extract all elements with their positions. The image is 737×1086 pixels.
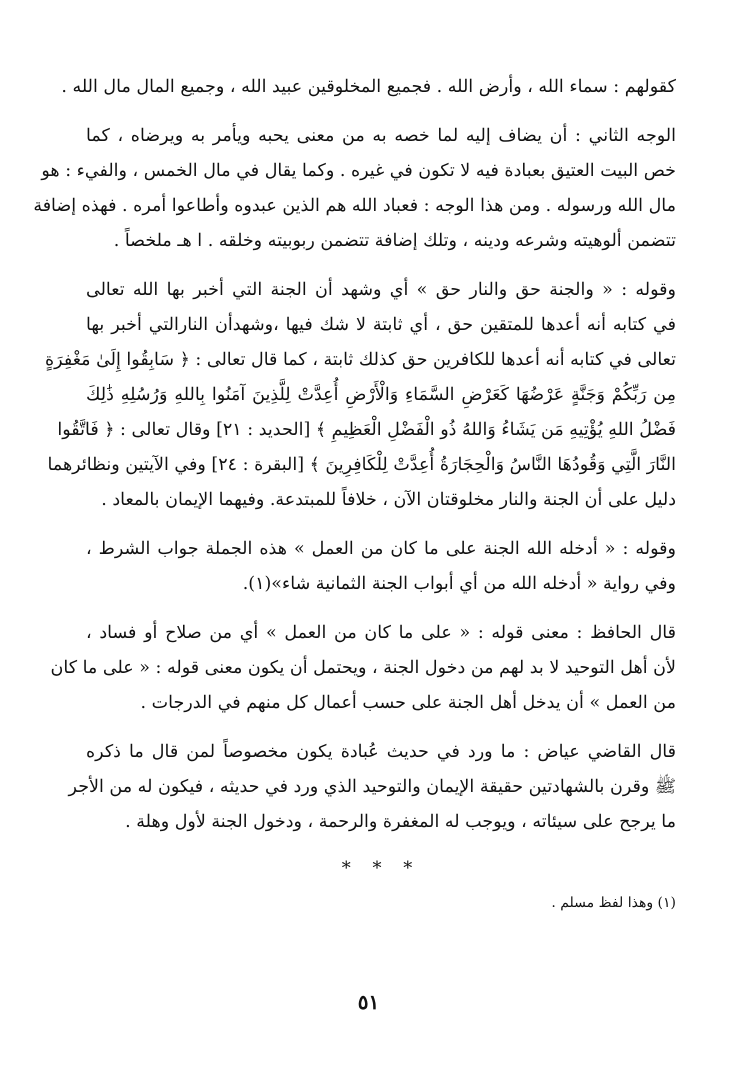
paragraph-2: [33, 119, 676, 259]
paragraph-3: [45, 273, 676, 518]
text-line: وقوله : « والجنة حق والنار حق » أي وشهد أن الجنة التي أخبر بها الله تعالى: [86, 280, 676, 300]
text-line: كقولهم : سماء الله ، وأرض الله . فجميع المخلوقين عبيد الله ، وجميع المال مال الله .: [61, 77, 676, 97]
text-line: قال الحافظ : معنى قوله : « على ما كان من العمل » أي من صلاح أو فساد ،: [86, 623, 676, 643]
quran-line: مِن رَبِّكُمْ وَجَنَّةٍ عَرْضُهَا كَعَرْضِ السَّمَاءِ وَالْأَرْضِ أُعِدَّتْ لِلَّذِينَ آمَنُوا بِاللهِ وَرُسُلِهِ ذَٰلِكَ: [86, 385, 676, 405]
paragraph-5: [50, 616, 676, 721]
paragraph-4: [86, 532, 676, 602]
text-line: وفي رواية « أدخله الله من أي أبواب الجنة الثمانية شاء»(١).: [242, 574, 676, 594]
text-line: تتضمن ألوهيته وشرعه ودينه ، وتلك إضافة تتضمن ربوبيته وخلقه . ا هـ ملخصاً .: [113, 231, 676, 251]
text-line: تعالى في كتابه أنه أعدها للكافرين حق كذلك ثابتة ، كما قال تعالى : ﴿ سَابِقُوا إِلَىٰ مَغْفِرَةٍ: [45, 350, 676, 370]
paragraph-1: [61, 70, 676, 105]
text-line: وقوله : « أدخله الله الجنة على ما كان من العمل » هذه الجملة جواب الشرط ،: [86, 539, 676, 559]
paragraph-6: [68, 735, 676, 840]
text-line: في كتابه أنه أعدها للمتقين حق ، أي ثابتة لا شك فيها ،وشهدأن النارالتي أخبر بها: [86, 315, 676, 335]
page-body: [33, 70, 676, 916]
footnote: (١) وهذا لفظ مسلم .: [551, 895, 676, 911]
text-line: ما يرجح على سيئاته ، ويوجب له المغفرة والرحمة ، ودخول الجنة لأول وهلة .: [125, 812, 676, 832]
text-line: لأن أهل التوحيد لا بد لهم من دخول الجنة ، ويحتمل أن يكون معنى قوله : « على ما كان: [50, 658, 676, 678]
text-line: الوجه الثاني : أن يضاف إليه لما خصه به من معنى يحبه ويأمر به ويرضاه ، كما: [86, 126, 676, 146]
section-divider: * * *: [341, 858, 421, 879]
text-line: ﷺ وقرن بالشهادتين حقيقة الإيمان والتوحيد الذي ورد في حديثه ، فيكون له من الأجر: [68, 777, 676, 797]
quran-line: النَّارَ الَّتِي وَقُودُهَا النَّاسُ وَالْحِجَارَةُ أُعِدَّتْ لِلْكَافِرِينَ ﴾ [البقرة : ٢٤] وفي الآيتين ونظائرهما: [47, 455, 676, 475]
page-number: ٥١: [357, 990, 380, 1014]
text-line: من العمل » أن يدخل أهل الجنة على حسب أعمال كل منهم في الدرجات .: [140, 693, 676, 713]
text-line: مال الله ورسوله . ومن هذا الوجه : فعباد الله هم الذين عبدوه وأطاعوا أمره . فهذه إضافة: [33, 196, 676, 216]
text-line: دليل على أن الجنة والنار مخلوقتان الآن ، خلافاً للمبتدعة. وفيهما الإيمان بالمعاد .: [101, 490, 676, 510]
text-line: خص البيت العتيق بعبادة فيه لا تكون في غيره . وكما يقال في مال الخمس ، والفيء : هو: [41, 161, 676, 181]
text-line: قال القاضي عياض : ما ورد في حديث عُبادة يكون مخصوصاً لمن قال ما ذكره: [86, 742, 676, 762]
quran-line: فَضْلُ اللهِ يُؤْتِيهِ مَن يَشَاءُ وَاللهُ ذُو الْفَضْلِ الْعَظِيمِ ﴾ [الحديد : ٢١] وقال تعالى : ﴿ فَاتَّقُوا: [57, 420, 676, 440]
